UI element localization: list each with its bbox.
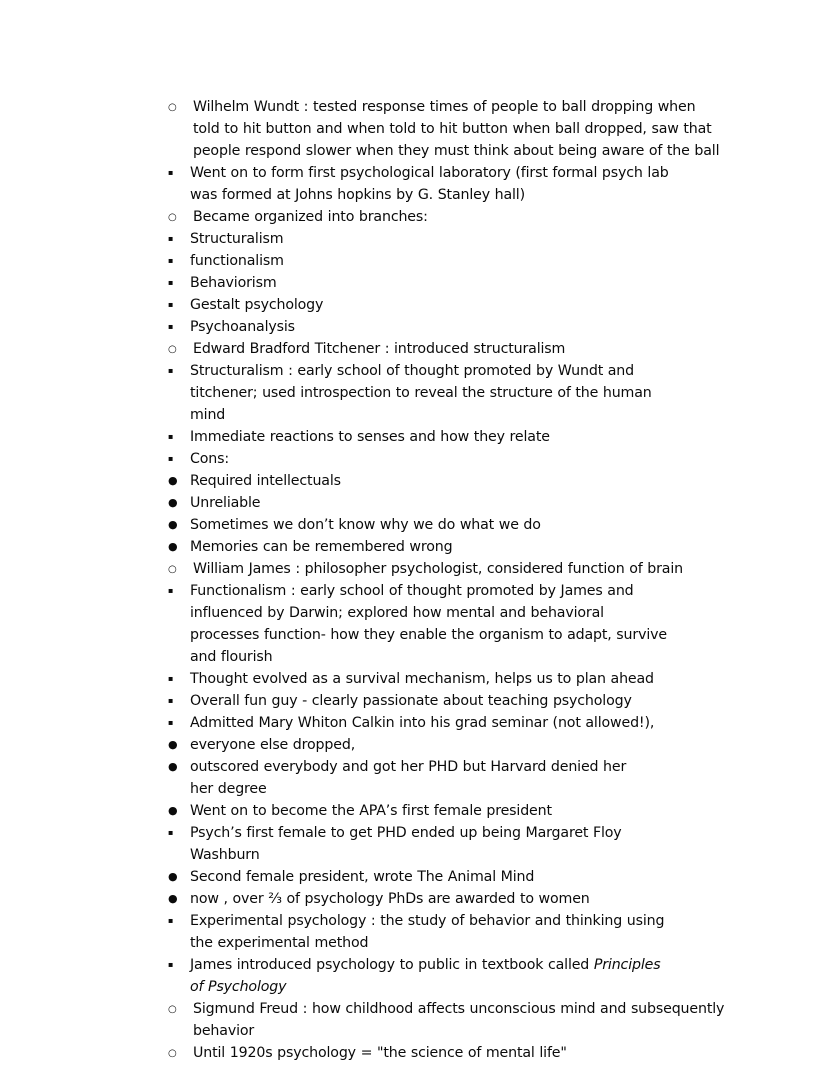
list-item bbox=[168, 690, 728, 712]
list-item-text: Immediate reactions to senses and how they relate bbox=[190, 429, 550, 445]
list-item-text: Until 1920s psychology = "the science of mental life" bbox=[193, 1045, 567, 1061]
list-item bbox=[168, 294, 728, 316]
list-item bbox=[168, 426, 728, 448]
list-item bbox=[168, 954, 728, 998]
outline-level-2-list bbox=[168, 360, 728, 558]
outline-level-3-list bbox=[168, 470, 728, 558]
list-item-text: Cons: bbox=[190, 451, 229, 467]
outline-level-2-list bbox=[168, 580, 728, 998]
list-item bbox=[168, 96, 728, 206]
list-item bbox=[168, 448, 728, 558]
list-item-text: Became organized into branches: bbox=[193, 209, 428, 225]
bullet-square-filled-icon: ▪ bbox=[168, 696, 174, 705]
list-item-text: Psych’s first female to get PHD ended up being Margaret Floy Washburn bbox=[190, 825, 622, 863]
list-item bbox=[168, 668, 728, 690]
bullet-circle-filled-icon: ● bbox=[168, 518, 178, 531]
list-item-text: outscored everybody and got her PHD but Harvard denied her her degree bbox=[190, 759, 627, 797]
bullet-circle-hollow-icon: ○ bbox=[168, 344, 177, 355]
list-item-text: Overall fun guy - clearly passionate about teaching psychology bbox=[190, 693, 632, 709]
outline-level-3-list bbox=[168, 734, 728, 822]
list-item-text: everyone else dropped, bbox=[190, 737, 356, 753]
bullet-circle-filled-icon: ● bbox=[168, 540, 178, 553]
list-item bbox=[168, 910, 728, 954]
list-item bbox=[168, 470, 728, 492]
list-item bbox=[168, 162, 728, 206]
bullet-square-filled-icon: ▪ bbox=[168, 916, 174, 925]
list-item bbox=[168, 756, 728, 800]
bullet-square-filled-icon: ▪ bbox=[168, 674, 174, 683]
bullet-square-filled-icon: ▪ bbox=[168, 168, 174, 177]
bullet-square-filled-icon: ▪ bbox=[168, 960, 174, 969]
bullet-square-filled-icon: ▪ bbox=[168, 718, 174, 727]
list-item bbox=[168, 492, 728, 514]
list-item bbox=[168, 998, 728, 1042]
bullet-square-filled-icon: ▪ bbox=[168, 828, 174, 837]
bullet-circle-hollow-icon: ○ bbox=[168, 102, 177, 113]
list-item-text: functionalism bbox=[190, 253, 284, 269]
bullet-square-filled-icon: ▪ bbox=[168, 234, 174, 243]
bullet-square-filled-icon: ▪ bbox=[168, 278, 174, 287]
outline-notes bbox=[168, 96, 728, 1064]
bullet-circle-filled-icon: ● bbox=[168, 760, 178, 773]
bullet-square-filled-icon: ▪ bbox=[168, 432, 174, 441]
list-item-text: Second female president, wrote The Animal Mind bbox=[190, 869, 535, 885]
list-item bbox=[168, 822, 728, 910]
book-title-italic: Principles of Psychology bbox=[190, 957, 661, 995]
outline-level-2-list bbox=[168, 228, 728, 338]
bullet-square-filled-icon: ▪ bbox=[168, 366, 174, 375]
list-item-text: Psychoanalysis bbox=[190, 319, 295, 335]
list-item-text: Structuralism bbox=[190, 231, 284, 247]
list-item-text: Wilhelm Wundt : tested response times of people to ball dropping when told to hit button and when told to hit button when ball dropped, saw that people respond slower when they must think about being aware of the ball bbox=[193, 99, 720, 159]
list-item-text: Unreliable bbox=[190, 495, 261, 511]
list-item bbox=[168, 734, 728, 756]
list-item-text-plain: James introduced psychology to public in textbook called bbox=[190, 957, 594, 973]
list-item-text: Edward Bradford Titchener : introduced structuralism bbox=[193, 341, 566, 357]
list-item-text: Thought evolved as a survival mechanism, helps us to plan ahead bbox=[190, 671, 654, 687]
bullet-square-filled-icon: ▪ bbox=[168, 586, 174, 595]
list-item-text: Sigmund Freud : how childhood affects unconscious mind and subsequently behavior bbox=[193, 1001, 725, 1039]
list-item-text: Experimental psychology : the study of behavior and thinking using the experimental method bbox=[190, 913, 665, 951]
list-item-text: Required intellectuals bbox=[190, 473, 341, 489]
bullet-square-filled-icon: ▪ bbox=[168, 300, 174, 309]
bullet-circle-hollow-icon: ○ bbox=[168, 564, 177, 575]
list-item bbox=[168, 228, 728, 250]
bullet-circle-filled-icon: ● bbox=[168, 474, 178, 487]
list-item bbox=[168, 800, 728, 822]
list-item-text: Sometimes we don’t know why we do what we do bbox=[190, 517, 541, 533]
bullet-circle-hollow-icon: ○ bbox=[168, 212, 177, 223]
outline-level-2-list bbox=[168, 162, 728, 206]
list-item-text: Admitted Mary Whiton Calkin into his grad seminar (not allowed!), bbox=[190, 715, 655, 731]
list-item bbox=[168, 712, 728, 822]
bullet-circle-hollow-icon: ○ bbox=[168, 1048, 177, 1059]
list-item bbox=[168, 316, 728, 338]
list-item bbox=[168, 558, 728, 998]
list-item bbox=[168, 250, 728, 272]
outline-level-3-list bbox=[168, 866, 728, 910]
list-item-text: William James : philosopher psychologist, considered function of brain bbox=[193, 561, 683, 577]
list-item bbox=[168, 206, 728, 338]
list-item-text-with-title bbox=[190, 954, 672, 998]
list-item bbox=[168, 338, 728, 558]
list-item bbox=[168, 1042, 728, 1064]
bullet-square-filled-icon: ▪ bbox=[168, 322, 174, 331]
list-item-text: Went on to form first psychological laboratory (first formal psych lab was formed at Johns hopkins by G. Stanley hall) bbox=[190, 165, 669, 203]
list-item-text: Functionalism : early school of thought promoted by James and influenced by Darwin; explored how mental and behavioral processes function- how they enable the organism to adapt, survive and flourish bbox=[190, 583, 667, 665]
list-item-text: Behaviorism bbox=[190, 275, 277, 291]
list-item-text: Went on to become the APA’s first female president bbox=[190, 803, 552, 819]
bullet-circle-filled-icon: ● bbox=[168, 892, 178, 905]
bullet-circle-filled-icon: ● bbox=[168, 496, 178, 509]
list-item bbox=[168, 536, 728, 558]
list-item-text: Structuralism : early school of thought promoted by Wundt and titchener; used introspection to reveal the structure of the human mind bbox=[190, 363, 652, 423]
bullet-square-filled-icon: ▪ bbox=[168, 256, 174, 265]
list-item bbox=[168, 360, 728, 426]
list-item-text: now , over ⅔ of psychology PhDs are awarded to women bbox=[190, 891, 590, 907]
list-item bbox=[168, 888, 728, 910]
list-item bbox=[168, 580, 728, 668]
bullet-circle-filled-icon: ● bbox=[168, 738, 178, 751]
outline-level-1-list bbox=[168, 96, 728, 1064]
bullet-circle-filled-icon: ● bbox=[168, 870, 178, 883]
list-item bbox=[168, 514, 728, 536]
list-item bbox=[168, 272, 728, 294]
bullet-square-filled-icon: ▪ bbox=[168, 454, 174, 463]
list-item-text: Memories can be remembered wrong bbox=[190, 539, 453, 555]
bullet-circle-filled-icon: ● bbox=[168, 804, 178, 817]
list-item-text: Gestalt psychology bbox=[190, 297, 324, 313]
list-item bbox=[168, 866, 728, 888]
bullet-circle-hollow-icon: ○ bbox=[168, 1004, 177, 1015]
